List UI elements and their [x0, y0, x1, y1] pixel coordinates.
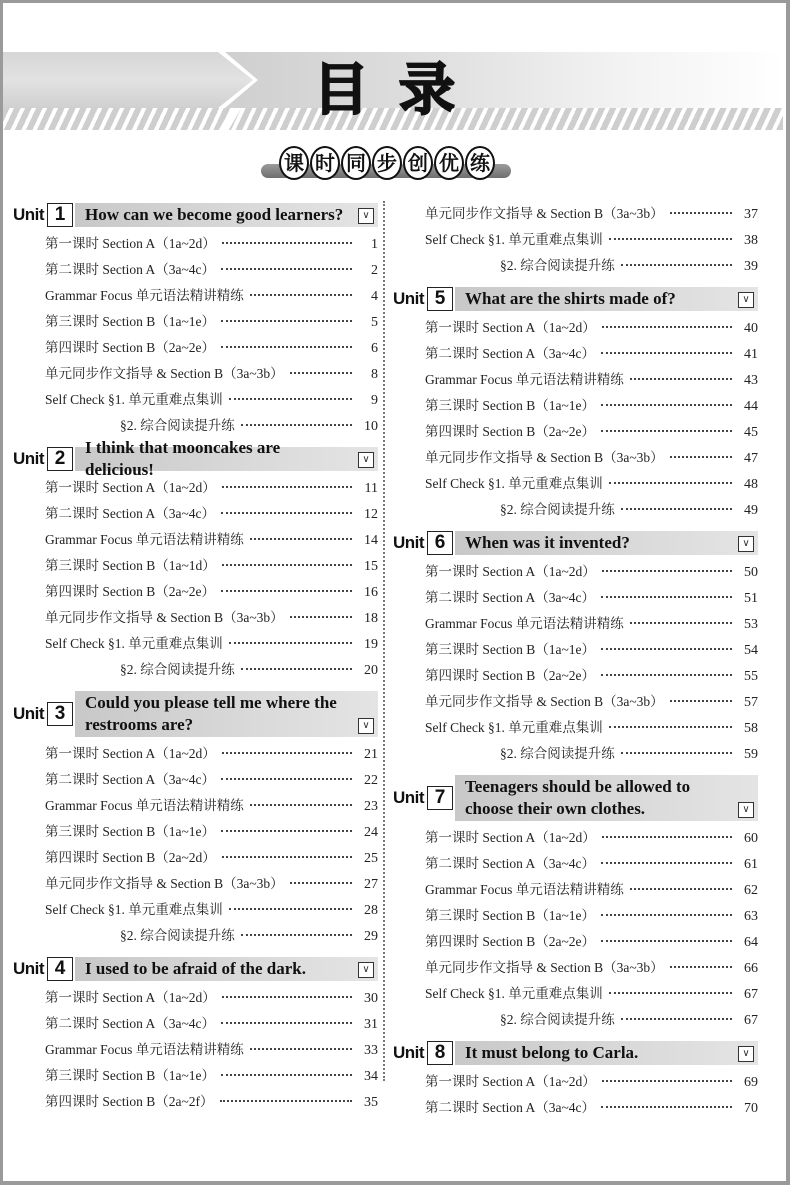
unit-label: Unit	[393, 1043, 425, 1062]
unit-title: I used to be afraid of the dark.	[85, 959, 307, 978]
toc-entry-page: 5	[371, 315, 378, 330]
unit-number-box: 2	[47, 447, 73, 471]
dot-leader	[220, 1100, 352, 1102]
toc-entry-label: 单元同步作文指导 & Section B（3a~3b）	[45, 876, 284, 891]
section-title-char: 同	[341, 146, 371, 180]
toc-entry[interactable]	[13, 501, 378, 527]
toc-entry[interactable]	[13, 257, 378, 283]
toc-entry-page: 64	[744, 935, 758, 950]
toc-entry[interactable]	[393, 445, 758, 471]
toc-entry-label: 单元同步作文指导 & Section B（3a~3b）	[425, 960, 664, 975]
toc-entry-page: 27	[364, 877, 378, 892]
unit-title: When was it invented?	[465, 533, 630, 552]
section-title-char: 步	[372, 146, 402, 180]
toc-entry-label: 第四课时 Section B（2a~2e）	[45, 340, 216, 355]
toc-entry[interactable]	[13, 335, 378, 361]
dot-leader	[601, 352, 732, 354]
toc-entry-label: §2. 综合阅读提升练	[500, 502, 615, 517]
toc-entry-page: 20	[364, 663, 378, 678]
dot-leader	[290, 372, 352, 374]
toc-entry-page: 43	[744, 373, 758, 388]
toc-entry-page: 35	[364, 1095, 378, 1110]
dot-leader	[601, 1106, 732, 1108]
unit-number-box: 8	[427, 1041, 453, 1065]
toc-entry[interactable]	[13, 553, 378, 579]
toc-entry-label: Self Check §1. 单元重难点集训	[45, 636, 223, 651]
dot-leader	[602, 326, 732, 328]
toc-entry-label: Grammar Focus 单元语法精讲精练	[425, 882, 624, 897]
toc-entry[interactable]	[13, 387, 378, 413]
dot-leader	[602, 1080, 732, 1082]
dot-leader	[601, 404, 732, 406]
dot-leader	[630, 888, 732, 890]
dot-leader	[602, 570, 732, 572]
section-title-char: 课	[279, 146, 309, 180]
toc-entry-label: 第二课时 Section A（3a~4c）	[45, 772, 216, 787]
dot-leader	[621, 1018, 732, 1020]
toc-entry-label: Self Check §1. 单元重难点集训	[45, 902, 223, 917]
toc-entry[interactable]	[393, 689, 758, 715]
toc-entry[interactable]	[13, 767, 378, 793]
toc-entry[interactable]	[393, 929, 758, 955]
toc-entry-label: §2. 综合阅读提升练	[120, 928, 235, 943]
dot-leader	[609, 238, 732, 240]
dot-leader	[290, 616, 352, 618]
toc-entry-page: 49	[744, 503, 758, 518]
toc-entry-label: §2. 综合阅读提升练	[500, 258, 615, 273]
toc-entry[interactable]	[393, 903, 758, 929]
chevron-down-box-icon: ∨	[738, 292, 754, 308]
toc-entry-label: §2. 综合阅读提升练	[120, 662, 235, 677]
toc-entry-label: 第三课时 Section B（1a~1e）	[45, 824, 216, 839]
banner-arrow-right	[225, 52, 786, 108]
chevron-down-box-icon: ∨	[358, 962, 374, 978]
toc-entry[interactable]	[13, 1037, 378, 1063]
unit-4-continuation	[393, 201, 758, 279]
unit-header[interactable]	[393, 773, 758, 823]
dot-leader	[221, 1074, 352, 1076]
toc-entry-page: 54	[744, 643, 758, 658]
toc-entry-page: 6	[371, 341, 378, 356]
dot-leader	[250, 1048, 352, 1050]
unit-header[interactable]	[13, 955, 378, 983]
toc-entry-label: 第三课时 Section B（1a~1e）	[45, 1068, 216, 1083]
toc-page	[3, 3, 786, 1181]
dot-leader	[222, 996, 352, 998]
toc-entry[interactable]	[393, 611, 758, 637]
dot-leader	[221, 590, 352, 592]
toc-entry-page: 60	[744, 831, 758, 846]
unit-title: I think that mooncakes are delicious!	[85, 438, 281, 479]
toc-entry-page: 58	[744, 721, 758, 736]
toc-entry-label: 第四课时 Section B（2a~2e）	[425, 934, 596, 949]
toc-entry-page: 69	[744, 1075, 758, 1090]
toc-entry[interactable]	[393, 825, 758, 851]
dot-leader	[621, 264, 732, 266]
dot-leader	[609, 992, 732, 994]
toc-entry-page: 16	[364, 585, 378, 600]
toc-entry-label: §2. 综合阅读提升练	[500, 746, 615, 761]
unit-header[interactable]	[393, 1039, 758, 1067]
dot-leader	[601, 596, 732, 598]
dot-leader	[609, 726, 732, 728]
toc-entry[interactable]	[393, 637, 758, 663]
toc-entry-page: 8	[371, 367, 378, 382]
toc-entry[interactable]	[393, 715, 758, 741]
unit-label: Unit	[13, 449, 45, 468]
toc-entry[interactable]	[13, 413, 378, 439]
unit-label: Unit	[393, 788, 425, 807]
toc-column-right	[393, 201, 758, 1127]
toc-entry-label: 第二课时 Section A（3a~4c）	[425, 590, 596, 605]
dot-leader	[602, 836, 732, 838]
toc-entry-page: 23	[364, 799, 378, 814]
toc-entry-label: 第四课时 Section B（2a~2e）	[425, 668, 596, 683]
toc-entry-page: 61	[744, 857, 758, 872]
toc-entry-label: 第一课时 Section A（1a~2d）	[45, 990, 216, 1005]
toc-entry-page: 48	[744, 477, 758, 492]
dot-leader	[670, 212, 732, 214]
toc-entry[interactable]	[13, 309, 378, 335]
unit-section	[393, 1039, 758, 1121]
toc-entry-label: 第一课时 Section A（1a~2d）	[425, 564, 596, 579]
toc-entry-page: 39	[744, 259, 758, 274]
toc-entry[interactable]	[393, 851, 758, 877]
toc-entry-label: Self Check §1. 单元重难点集训	[425, 720, 603, 735]
toc-entry[interactable]	[393, 341, 758, 367]
toc-entry-page: 63	[744, 909, 758, 924]
unit-number-box: 5	[427, 287, 453, 311]
toc-entry-label: 单元同步作文指导 & Section B（3a~3b）	[425, 206, 664, 221]
toc-entry-label: 第二课时 Section A（3a~4c）	[425, 1100, 596, 1115]
toc-entry-label: 第二课时 Section A（3a~4c）	[45, 262, 216, 277]
unit-title: Could you please tell me where the restrooms are?	[85, 693, 337, 734]
toc-entry-page: 4	[371, 289, 378, 304]
toc-entry-page: 31	[364, 1017, 378, 1032]
dot-leader	[221, 346, 352, 348]
toc-entry-page: 30	[364, 991, 378, 1006]
dot-leader	[222, 486, 352, 488]
chevron-down-box-icon: ∨	[358, 208, 374, 224]
toc-entry[interactable]	[393, 497, 758, 523]
unit-section	[13, 689, 378, 949]
dot-leader	[229, 908, 352, 910]
toc-entry-label: Grammar Focus 单元语法精讲精练	[425, 616, 624, 631]
unit-section	[393, 529, 758, 767]
dot-leader	[290, 882, 352, 884]
dot-leader	[630, 378, 732, 380]
toc-entry-label: 第四课时 Section B（2a~2e）	[425, 424, 596, 439]
toc-entry[interactable]	[13, 985, 378, 1011]
toc-entry-page: 62	[744, 883, 758, 898]
dot-leader	[250, 294, 352, 296]
dot-leader	[601, 940, 732, 942]
toc-entry-label: Grammar Focus 单元语法精讲精练	[45, 1042, 244, 1057]
toc-entry[interactable]	[393, 877, 758, 903]
toc-entry[interactable]	[393, 981, 758, 1007]
dot-leader	[221, 268, 352, 270]
toc-entry-label: 单元同步作文指导 & Section B（3a~3b）	[45, 366, 284, 381]
toc-entry[interactable]	[13, 631, 378, 657]
chevron-down-box-icon: ∨	[738, 1046, 754, 1062]
dot-leader	[670, 700, 732, 702]
toc-entry-label: Grammar Focus 单元语法精讲精练	[45, 532, 244, 547]
toc-entry-label: 第二课时 Section A（3a~4c）	[45, 506, 216, 521]
toc-entry-page: 47	[744, 451, 758, 466]
chevron-down-box-icon: ∨	[358, 718, 374, 734]
unit-number-box: 6	[427, 531, 453, 555]
dot-leader	[670, 966, 732, 968]
toc-entry-label: Self Check §1. 单元重难点集训	[425, 232, 603, 247]
unit-section	[13, 438, 378, 683]
toc-entry-page: 67	[744, 987, 758, 1002]
toc-entry-label: 第三课时 Section B（1a~1d）	[45, 558, 216, 573]
toc-entry[interactable]	[393, 367, 758, 393]
unit-label: Unit	[13, 205, 45, 224]
toc-entry[interactable]	[393, 1069, 758, 1095]
unit-number-box: 7	[427, 786, 453, 810]
toc-entry[interactable]	[13, 1089, 378, 1115]
toc-entry-label: 第一课时 Section A（1a~2d）	[425, 830, 596, 845]
toc-entry[interactable]	[393, 471, 758, 497]
dot-leader	[221, 512, 352, 514]
unit-header[interactable]	[393, 529, 758, 557]
toc-entry[interactable]	[13, 1011, 378, 1037]
toc-entry[interactable]	[393, 419, 758, 445]
toc-entry-page: 19	[364, 637, 378, 652]
page-title: 目录	[313, 58, 485, 123]
toc-entry[interactable]	[393, 585, 758, 611]
toc-entry[interactable]	[13, 361, 378, 387]
dot-leader	[222, 856, 352, 858]
dot-leader	[621, 508, 732, 510]
toc-entry[interactable]	[393, 955, 758, 981]
toc-entry-label: 第二课时 Section A（3a~4c）	[45, 1016, 216, 1031]
toc-entry-label: Grammar Focus 单元语法精讲精练	[45, 798, 244, 813]
unit-section	[13, 955, 378, 1115]
dot-leader	[222, 564, 352, 566]
header-banner	[3, 52, 786, 130]
dot-leader	[221, 778, 352, 780]
dot-leader	[670, 456, 732, 458]
toc-entry-page: 51	[744, 591, 758, 606]
dot-leader	[229, 398, 352, 400]
dot-leader	[221, 320, 352, 322]
chevron-down-box-icon: ∨	[358, 452, 374, 468]
toc-entry-label: Self Check §1. 单元重难点集训	[425, 476, 603, 491]
unit-title: It must belong to Carla.	[465, 1043, 639, 1062]
toc-entry-page: 41	[744, 347, 758, 362]
toc-entry-label: 第一课时 Section A（1a~2d）	[45, 746, 216, 761]
toc-entry-page: 55	[744, 669, 758, 684]
toc-entry-page: 28	[364, 903, 378, 918]
toc-entry-page: 2	[371, 263, 378, 278]
dot-leader	[601, 430, 732, 432]
toc-entry-page: 24	[364, 825, 378, 840]
toc-entry[interactable]	[393, 1007, 758, 1033]
toc-entry-page: 44	[744, 399, 758, 414]
toc-entry-page: 53	[744, 617, 758, 632]
toc-column-left	[13, 201, 378, 1121]
toc-entry[interactable]	[13, 923, 378, 949]
toc-entry-page: 66	[744, 961, 758, 976]
toc-entry-label: 第四课时 Section B（2a~2f）	[45, 1094, 214, 1109]
toc-entry-page: 70	[744, 1101, 758, 1116]
toc-entry[interactable]	[393, 1095, 758, 1121]
toc-entry-page: 59	[744, 747, 758, 762]
toc-entry[interactable]	[393, 741, 758, 767]
unit-title: Teenagers should be allowed to choose their own clothes.	[465, 777, 691, 818]
toc-entry-label: 第一课时 Section A（1a~2d）	[45, 236, 216, 251]
toc-entry-page: 21	[364, 747, 378, 762]
dot-leader	[241, 424, 352, 426]
toc-entry[interactable]	[13, 283, 378, 309]
toc-entry-page: 34	[364, 1069, 378, 1084]
toc-entry[interactable]	[393, 253, 758, 279]
unit-label: Unit	[13, 704, 45, 723]
unit-number-box: 4	[47, 957, 73, 981]
section-title-char: 时	[310, 146, 340, 180]
toc-entry-page: 45	[744, 425, 758, 440]
unit-label: Unit	[393, 289, 425, 308]
unit-title: What are the shirts made of?	[465, 289, 676, 308]
toc-entry-page: 14	[364, 533, 378, 548]
toc-entry[interactable]	[13, 231, 378, 257]
toc-entry-page: 18	[364, 611, 378, 626]
toc-entry[interactable]	[393, 393, 758, 419]
toc-entry-label: 第一课时 Section A（1a~2d）	[425, 320, 596, 335]
section-title-char: 优	[434, 146, 464, 180]
chevron-down-box-icon: ∨	[738, 536, 754, 552]
toc-entry-label: 第三课时 Section B（1a~1e）	[45, 314, 216, 329]
toc-entry[interactable]	[13, 793, 378, 819]
dot-leader	[609, 482, 732, 484]
unit-header[interactable]	[13, 689, 378, 739]
toc-entry[interactable]	[393, 201, 758, 227]
dot-leader	[250, 804, 352, 806]
unit-header[interactable]	[13, 201, 378, 229]
toc-entry[interactable]	[393, 663, 758, 689]
toc-entry-label: 第三课时 Section B（1a~1e）	[425, 398, 596, 413]
toc-entry-label: 单元同步作文指导 & Section B（3a~3b）	[425, 450, 664, 465]
toc-entry-label: §2. 综合阅读提升练	[500, 1012, 615, 1027]
toc-entry[interactable]	[13, 527, 378, 553]
toc-entry-label: Self Check §1. 单元重难点集训	[45, 392, 223, 407]
toc-entry-page: 37	[744, 207, 758, 222]
toc-entry-page: 9	[371, 393, 378, 408]
toc-entry[interactable]	[13, 871, 378, 897]
toc-entry-label: 第四课时 Section B（2a~2e）	[45, 584, 216, 599]
section-title-chars	[279, 146, 495, 180]
unit-header[interactable]	[13, 438, 378, 479]
toc-entry-label: 第一课时 Section A（1a~2d）	[425, 1074, 596, 1089]
dot-leader	[621, 752, 732, 754]
dot-leader	[222, 752, 352, 754]
unit-section	[393, 773, 758, 1033]
dot-leader	[601, 674, 732, 676]
toc-entry-page: 1	[371, 237, 378, 252]
toc-entry[interactable]	[393, 315, 758, 341]
toc-entry-label: 第四课时 Section B（2a~2d）	[45, 850, 216, 865]
dot-leader	[601, 862, 732, 864]
toc-entry[interactable]	[393, 227, 758, 253]
toc-entry[interactable]	[13, 897, 378, 923]
toc-entry-page: 15	[364, 559, 378, 574]
toc-entry-page: 38	[744, 233, 758, 248]
toc-entry-page: 11	[364, 481, 378, 496]
toc-entry-label: 第三课时 Section B（1a~1e）	[425, 908, 596, 923]
unit-label: Unit	[393, 533, 425, 552]
dot-leader	[222, 242, 352, 244]
toc-entry-page: 12	[364, 507, 378, 522]
toc-entry-page: 25	[364, 851, 378, 866]
chevron-down-box-icon: ∨	[738, 802, 754, 818]
banner-arrow-left	[3, 52, 253, 108]
toc-entry[interactable]	[13, 1063, 378, 1089]
unit-section	[13, 201, 378, 439]
toc-entry-page: 50	[744, 565, 758, 580]
unit-label: Unit	[13, 959, 45, 978]
unit-section	[393, 285, 758, 523]
toc-entry-label: §2. 综合阅读提升练	[120, 418, 235, 433]
unit-number-box: 3	[47, 702, 73, 726]
dot-leader	[250, 538, 352, 540]
toc-entry-label: Self Check §1. 单元重难点集训	[425, 986, 603, 1001]
toc-entry[interactable]	[13, 657, 378, 683]
section-title	[261, 144, 511, 184]
toc-entry-label: Grammar Focus 单元语法精讲精练	[425, 372, 624, 387]
toc-entry[interactable]	[393, 559, 758, 585]
section-title-char: 练	[465, 146, 495, 180]
toc-entry[interactable]	[13, 845, 378, 871]
toc-entry-label: 第一课时 Section A（1a~2d）	[45, 480, 216, 495]
toc-entry[interactable]	[13, 605, 378, 631]
toc-entry-page: 29	[364, 929, 378, 944]
unit-header[interactable]	[393, 285, 758, 313]
unit-number-box: 1	[47, 203, 73, 227]
toc-entry[interactable]	[13, 741, 378, 767]
column-divider	[383, 201, 385, 1081]
dot-leader	[601, 914, 732, 916]
toc-entry-page: 57	[744, 695, 758, 710]
toc-entry[interactable]	[13, 579, 378, 605]
toc-entry-page: 67	[744, 1013, 758, 1028]
toc-entry-label: 单元同步作文指导 & Section B（3a~3b）	[45, 610, 284, 625]
toc-entry-label: 第二课时 Section A（3a~4c）	[425, 346, 596, 361]
dot-leader	[221, 830, 352, 832]
toc-entry-page: 40	[744, 321, 758, 336]
dot-leader	[229, 642, 352, 644]
toc-entry[interactable]	[13, 819, 378, 845]
toc-entry-label: 第三课时 Section B（1a~1e）	[425, 642, 596, 657]
toc-entry-page: 22	[364, 773, 378, 788]
section-title-char: 创	[403, 146, 433, 180]
toc-entry-label: 单元同步作文指导 & Section B（3a~3b）	[425, 694, 664, 709]
toc-entry-label: 第二课时 Section A（3a~4c）	[425, 856, 596, 871]
dot-leader	[630, 622, 732, 624]
dot-leader	[221, 1022, 352, 1024]
toc-entry-page: 33	[364, 1043, 378, 1058]
unit-title: How can we become good learners?	[85, 205, 344, 224]
toc-entry-page: 10	[364, 419, 378, 434]
dot-leader	[601, 648, 732, 650]
dot-leader	[241, 668, 352, 670]
dot-leader	[241, 934, 352, 936]
toc-entry-label: Grammar Focus 单元语法精讲精练	[45, 288, 244, 303]
